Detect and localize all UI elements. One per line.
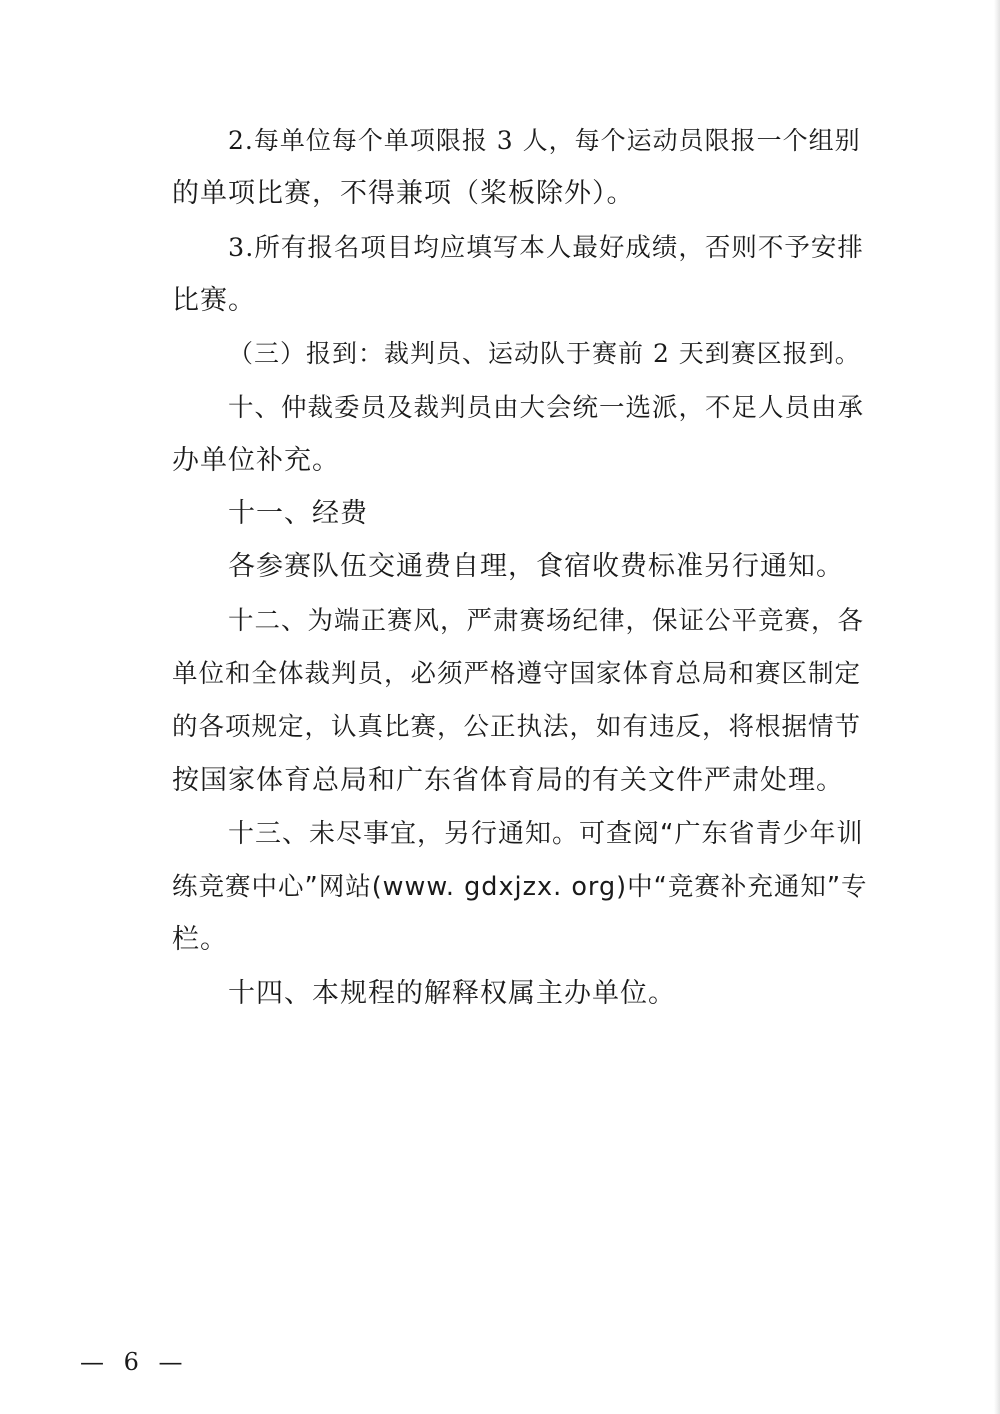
text-line-17: 十四、本规程的解释权属主办单位。 xyxy=(228,978,676,1009)
text-line-6: 十、仲裁委员及裁判员由大会统一选派，不足人员由承 xyxy=(228,393,865,423)
text-line-15: 练竞赛中心”网站(www. gdxjzx. org)中“竞赛补充通知”专 xyxy=(172,872,868,902)
page-edge-shadow xyxy=(994,0,1000,1414)
text-line-9: 各参赛队伍交通费自理，食宿收费标准另行通知。 xyxy=(228,551,844,582)
text-line-13: 按国家体育总局和广东省体育局的有关文件严肃处理。 xyxy=(172,765,844,796)
page-number: — 6 — xyxy=(80,1348,189,1376)
text-line-7: 办单位补充。 xyxy=(172,445,340,476)
text-line-14: 十三、未尽事宜，另行通知。可查阅“广东省青少年训 xyxy=(228,819,864,849)
text-line-1: 2.每单位每个单项限报 3 人，每个运动员限报一个组别 xyxy=(228,126,861,155)
text-line-10: 十二、为端正赛风，严肃赛场纪律，保证公平竞赛，各 xyxy=(228,606,865,636)
text-line-5: （三）报到：裁判员、运动队于赛前 2 天到赛区报到。 xyxy=(228,339,861,368)
text-line-11: 单位和全体裁判员，必须严格遵守国家体育总局和赛区制定 xyxy=(172,659,862,689)
section-heading-expenses: 十一、经费 xyxy=(228,498,368,529)
text-line-16: 栏。 xyxy=(172,924,228,955)
text-line-4: 比赛。 xyxy=(172,285,256,316)
text-line-12: 的各项规定，认真比赛，公正执法，如有违反，将根据情节 xyxy=(172,712,862,742)
text-line-3: 3.所有报名项目均应填写本人最好成绩，否则不予安排 xyxy=(228,233,864,263)
text-line-2: 的单项比赛，不得兼项（桨板除外）。 xyxy=(172,178,635,209)
